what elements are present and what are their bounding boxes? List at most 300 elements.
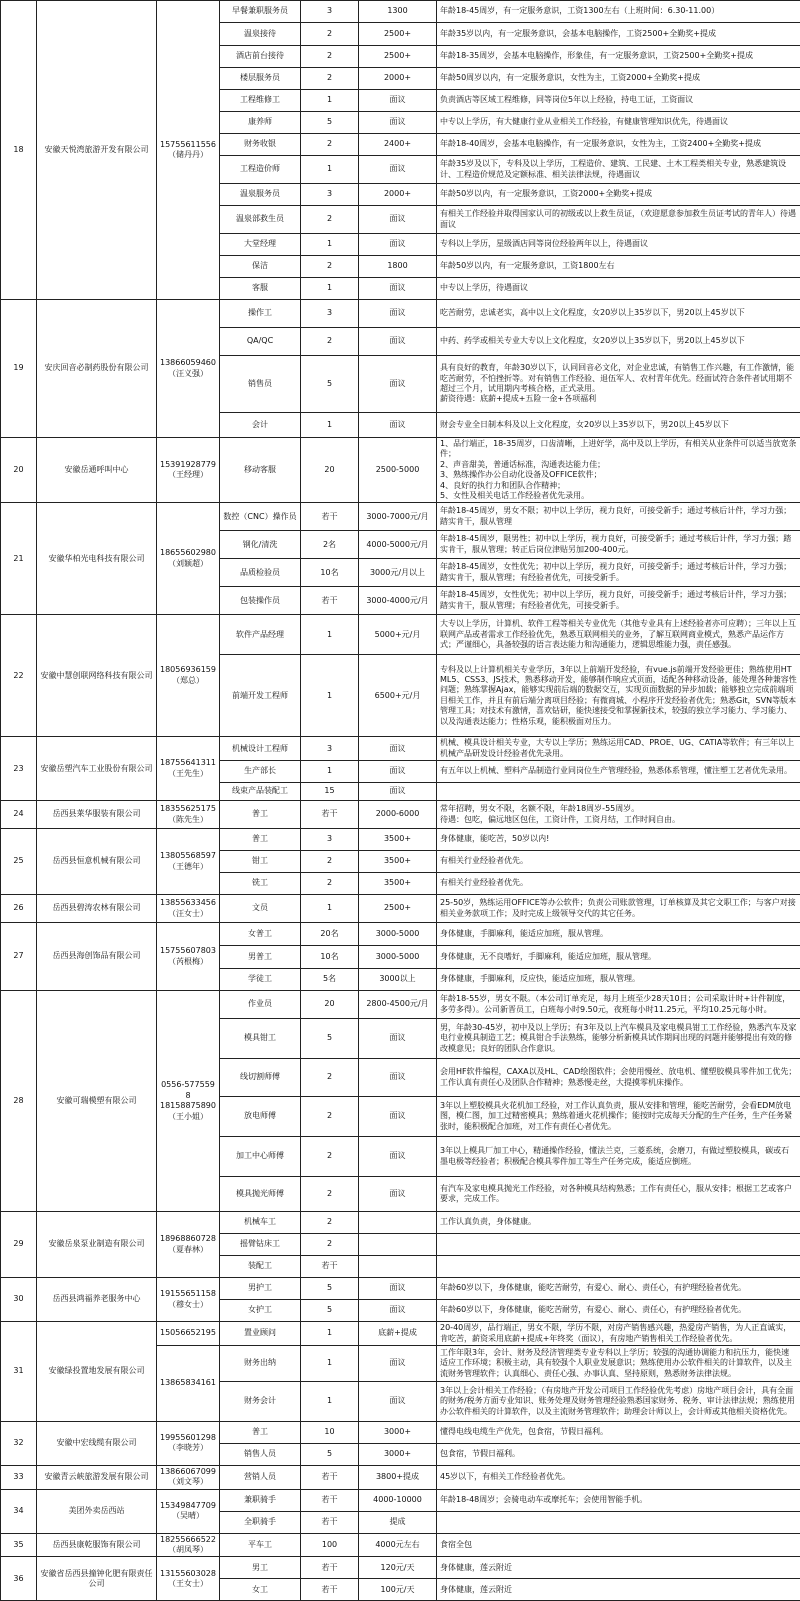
job-salary: 面议 [359, 1019, 437, 1059]
job-salary: 1300 [359, 1, 437, 23]
job-salary: 5000+元/月 [359, 615, 437, 655]
company-contact: 18355625175 （陈先生） [157, 801, 220, 829]
job-requirements: 身体健康，手脚麻利，反应快，能适应加班，服从管理。 [437, 969, 800, 991]
job-title: 装配工 [220, 1256, 301, 1278]
job-requirements: 3年以上模具厂加工中心，精通操作经验，懂法兰克，三菱系统，会磨刀，有做过塑胶模具，碳或石墨电极等经验者；积极配合模具零件加工等生产任务完成，能适应倒班。 [437, 1137, 800, 1177]
company-number: 31 [1, 1322, 37, 1422]
job-count: 若干 [301, 1465, 359, 1489]
job-title: 温泉接待 [220, 23, 301, 46]
job-salary: 100元/天 [359, 1579, 437, 1601]
job-salary: 面议 [359, 1177, 437, 1212]
job-requirements: 有汽车及家电模具抛光工作经验，对各种模具结构熟悉；工作有责任心，服从安排；根据工艺或客户要求，完成工作。 [437, 1177, 800, 1212]
job-salary: 2500+ [359, 46, 437, 68]
company-number: 36 [1, 1557, 37, 1601]
job-count: 2 [301, 1137, 359, 1177]
table-row [1, 438, 800, 503]
job-salary: 面议 [359, 300, 437, 328]
job-title: 会计 [220, 413, 301, 438]
job-requirements: 工作年限3年，会计、财务及经济管理类专业专科以上学历；较强的沟通协调能力和抗压力，能快速适应工作环境；积极主动，具有较强个人职业发展意识；熟练使用办公软件相关的计算软件，以及主流财务管理软件；认真细心、责任心强、办事认真、坚持原则，熟悉财务法律法规。 [437, 1345, 800, 1381]
job-count: 2 [301, 256, 359, 278]
job-count: 1 [301, 1381, 359, 1421]
job-count: 20 [301, 991, 359, 1019]
job-count: 1 [301, 234, 359, 256]
company-name: 安徽省岳西县撞钟化肥有限责任公司 [37, 1557, 157, 1601]
job-count: 2 [301, 1097, 359, 1137]
job-requirements: 专科以上学历，星级酒店同等岗位经验两年以上，待遇面议 [437, 234, 800, 256]
job-count: 1 [301, 413, 359, 438]
table-row [1, 829, 800, 851]
job-requirements: 有相关行业经验者优先。 [437, 851, 800, 873]
job-salary: 底薪+提成 [359, 1322, 437, 1346]
company-name: 安徽中宏线缆有限公司 [37, 1421, 157, 1465]
job-requirements: 常年招聘，男女不限，名额不限，年龄18周岁-55周岁。 待遇：包吃，偏远地区包住，工资计件，工资月结，工作时间自由。 [437, 801, 800, 829]
job-salary: 2000+ [359, 68, 437, 90]
job-title: 财务出纳 [220, 1345, 301, 1381]
job-title: 文员 [220, 895, 301, 923]
job-title: 财务收银 [220, 134, 301, 156]
job-requirements: 男，年龄30-45岁，初中及以上学历；有3年及以上汽车模具及家电模具钳工工作经验，熟悉汽车及家电行业模具制造工艺；模具钳合手法熟练，能够分析新模具试作期间出现的问题并能够提出有效的修改模意见；良好的团队合作意识。 [437, 1019, 800, 1059]
job-title: 普工 [220, 801, 301, 829]
job-salary: 面议 [359, 1278, 437, 1300]
job-title: 女普工 [220, 923, 301, 946]
job-salary: 2400+ [359, 134, 437, 156]
company-name: 岳西县碧涛农林有限公司 [37, 895, 157, 923]
company-contact: 18655602980 （刘颖超） [157, 503, 220, 615]
job-title: 生产部长 [220, 761, 301, 783]
job-title: 女工 [220, 1579, 301, 1601]
job-count: 1 [301, 278, 359, 300]
job-title: 前端开发工程师 [220, 655, 301, 737]
table-row [1, 300, 800, 328]
job-requirements: 身体健康，无不良嗜好，手脚麻利，能适应加班，服从管理。 [437, 946, 800, 969]
job-salary: 面议 [359, 112, 437, 134]
job-count: 若干 [301, 801, 359, 829]
job-requirements: 年龄18-45周岁，限男性；初中以上学历，视力良好，可接受新手；通过考核后计件，学习力强；踏实肯干，服从管理；转正后岗位津贴另加200-400元。 [437, 531, 800, 559]
company-name: 岳西县莱华服装有限公司 [37, 801, 157, 829]
job-count: 5 [301, 1443, 359, 1465]
job-salary: 3000+ [359, 1443, 437, 1465]
job-title: 全职骑手 [220, 1511, 301, 1533]
job-title: 平车工 [220, 1533, 301, 1557]
company-contact: 13866067099 （刘文琴） [157, 1465, 220, 1489]
job-requirements: 懂得电线电缆生产优先，包食宿，节假日福利。 [437, 1421, 800, 1443]
job-title: 销售人员 [220, 1443, 301, 1465]
job-title: 男工 [220, 1557, 301, 1579]
job-requirements: 年龄60岁以下，身体健康，能吃苦耐劳，有爱心、耐心、责任心，有护理经验者优先。 [437, 1300, 800, 1322]
job-requirements: 身体健康，手脚麻利，能适应加班，服从管理。 [437, 923, 800, 946]
job-count: 若干 [301, 1511, 359, 1533]
job-count: 10名 [301, 559, 359, 587]
table-row [1, 1, 800, 23]
job-count: 3 [301, 300, 359, 328]
job-requirements: 年龄18-48周岁；会骑电动车或摩托车；会使用智能手机。 [437, 1489, 800, 1511]
job-salary: 1800 [359, 256, 437, 278]
job-requirements: 中专以上学历，待遇面议 [437, 278, 800, 300]
job-salary: 3000元/月以上 [359, 559, 437, 587]
job-title: 软件产品经理 [220, 615, 301, 655]
table-row [1, 615, 800, 655]
company-name: 安庆回音必制药股份有限公司 [37, 300, 157, 438]
job-title: 早餐兼职服务员 [220, 1, 301, 23]
job-count: 5 [301, 112, 359, 134]
job-salary [359, 1256, 437, 1278]
job-count: 2 [301, 873, 359, 895]
job-title: 模具抛光师傅 [220, 1177, 301, 1212]
job-salary: 4000元左右 [359, 1533, 437, 1557]
company-contact: 13855633456 （汪女士） [157, 895, 220, 923]
job-count: 3 [301, 1, 359, 23]
table-row [1, 991, 800, 1019]
company-name: 安徽岳塑汽车工业股份有限公司 [37, 737, 157, 801]
job-salary: 面议 [359, 1381, 437, 1421]
job-requirements: 有相关工作经验并取得国家认可的初级或以上救生员证，（欢迎愿意参加救生员证考试的青年人）待遇面议 [437, 206, 800, 234]
job-count: 2 [301, 134, 359, 156]
job-requirements: 年龄35岁及以下，专科及以上学历，工程造价、建筑、工民建、土木工程类相关专业，熟悉建筑设计、工程造价规范及定额标准、相关法律法规，待遇面议 [437, 156, 800, 184]
job-title: 学徒工 [220, 969, 301, 991]
job-salary: 2000-6000 [359, 801, 437, 829]
job-count: 若干 [301, 1579, 359, 1601]
job-salary: 面议 [359, 1137, 437, 1177]
job-requirements: 大专以上学历，计算机、软件工程等相关专业优先（其他专业具有上述经验者亦可应聘）；三年以上互联网产品或者需求工作经验优先，熟悉互联网相关的业务，了解互联网商业模式，熟悉产品运作方式；严谨细心，具备较强的语言表达能力和沟通能力，逻辑思维能力强，责任感强。 [437, 615, 800, 655]
job-title: 品质检验员 [220, 559, 301, 587]
job-count: 3 [301, 184, 359, 206]
job-count: 10名 [301, 946, 359, 969]
company-number: 27 [1, 923, 37, 991]
job-title: QA/QC [220, 328, 301, 356]
job-salary: 4000-5000元/月 [359, 531, 437, 559]
job-title: 兼职骑手 [220, 1489, 301, 1511]
job-requirements: 年龄18-45周岁，有一定服务意识，工资1300左右（上班时间：6.30-11.00） [437, 1, 800, 23]
table-row [1, 895, 800, 923]
company-contact: 13866059460 （汪义强） [157, 300, 220, 438]
job-count: 15 [301, 783, 359, 801]
job-count: 1 [301, 1322, 359, 1346]
job-requirements: 1、品行端正，18-35周岁，口齿清晰，上进好学，高中及以上学历，有相关从业条件可以适当放宽条件； 2、声音甜美，普通话标准，沟通表达能力佳； 3、熟练操作办公自动化设备及OFFICE软件； 4、良好的执行力和团队合作精神； 5、女性及相关电话工作经验者优先录用。 [437, 438, 800, 503]
job-requirements: 身体健康，莲云附近 [437, 1557, 800, 1579]
job-title: 温泉部救生员 [220, 206, 301, 234]
job-title: 摇臂钻床工 [220, 1234, 301, 1256]
company-contact: 18255666522 （胡凤琴） [157, 1533, 220, 1557]
job-count: 5名 [301, 969, 359, 991]
company-number: 23 [1, 737, 37, 801]
job-requirements: 20-40周岁，品行端正，男女不限，学历不限，对房产销售感兴趣，热爱房产销售，为人正直诚实，肯吃苦，薪资采用底薪+提成+年终奖（面议），有房地产销售相关工作经验者优先。 [437, 1322, 800, 1346]
company-contact: 15391928779 （王经理） [157, 438, 220, 503]
company-contact: 18056936159 （郑总） [157, 615, 220, 737]
company-contact: 15755611556 （储丹丹） [157, 1, 220, 300]
job-title: 楼层服务员 [220, 68, 301, 90]
job-requirements: 年龄18-45周岁，女性优先；初中以上学历，视力良好，可接受新手；通过考核后计件，学习力强；踏实肯干，服从管理；有经验者优先，可接受新手。 [437, 559, 800, 587]
job-title: 模具钳工 [220, 1019, 301, 1059]
company-number: 26 [1, 895, 37, 923]
job-salary: 面议 [359, 737, 437, 761]
job-requirements: 3年以上塑胶模具火花机加工经验，对工作认真负责，服从安排和管理，能吃苦耐劳，会看EDM放电图，模仁图，加工过精密模具；熟练着通火花机操作；能按时完成每天分配的生产任务，生产任务紧张时，能积极配合加班，对工作有责任心者优先。 [437, 1097, 800, 1137]
job-salary [359, 1234, 437, 1256]
company-number: 34 [1, 1489, 37, 1533]
job-salary: 3000以上 [359, 969, 437, 991]
job-count: 10 [301, 1421, 359, 1443]
company-name: 岳西县海创饰品有限公司 [37, 923, 157, 991]
company-number: 28 [1, 991, 37, 1212]
job-salary: 面议 [359, 356, 437, 413]
job-title: 财务会计 [220, 1381, 301, 1421]
job-requirements: 会用HF软件编程，CAXA以及HL、CAD绘图软件；会使用慢丝、放电机、懂塑胶模具零件加工优先；工作认真有责任心及团队合作精神；熟悉慢走丝，大提摸零机床操作。 [437, 1059, 800, 1097]
company-contact: 18755641311 （王先生） [157, 737, 220, 801]
job-count: 1 [301, 90, 359, 112]
job-salary: 3000-5000 [359, 946, 437, 969]
job-title: 铣工 [220, 873, 301, 895]
company-name: 安徽岳泉泵业制造有限公司 [37, 1212, 157, 1278]
company-number: 29 [1, 1212, 37, 1278]
job-count: 2 [301, 1059, 359, 1097]
job-requirements: 年龄50周岁以内，有一定服务意识，女性为主，工资2000+全勤奖+提成 [437, 68, 800, 90]
job-count: 若干 [301, 1256, 359, 1278]
job-requirements: 年龄18-45周岁，男女不限；初中以上学历，视力良好，可接受新手；通过考核后计件，学习力强；踏实肯干，服从管理 [437, 503, 800, 531]
company-name: 安徽华柏光电科技有限公司 [37, 503, 157, 615]
job-requirements: 年龄35岁以内，有一定服务意识，会基本电脑操作，工资2500+全勤奖+提成 [437, 23, 800, 46]
company-number: 30 [1, 1278, 37, 1322]
job-salary: 3500+ [359, 851, 437, 873]
job-title: 营销人员 [220, 1465, 301, 1489]
job-title: 工程造价师 [220, 156, 301, 184]
job-title: 机械设计工程师 [220, 737, 301, 761]
job-salary [359, 1212, 437, 1234]
job-title: 普工 [220, 829, 301, 851]
job-salary: 面议 [359, 328, 437, 356]
job-salary: 3800+提成 [359, 1465, 437, 1489]
job-title: 机械车工 [220, 1212, 301, 1234]
job-salary: 2500+ [359, 23, 437, 46]
job-count: 1 [301, 761, 359, 783]
job-salary: 面议 [359, 1097, 437, 1137]
company-number: 33 [1, 1465, 37, 1489]
job-count: 2名 [301, 531, 359, 559]
company-name: 安徽绿投置地发展有限公司 [37, 1322, 157, 1422]
job-count: 5 [301, 356, 359, 413]
company-number: 18 [1, 1, 37, 300]
company-contact: 13865834161 [157, 1345, 220, 1421]
company-name: 安徽天悦湾旅游开发有限公司 [37, 1, 157, 300]
job-title: 客服 [220, 278, 301, 300]
job-salary: 面议 [359, 761, 437, 783]
job-requirements: 年龄18-45周岁，女性优先；初中以上学历，视力良好，可接受新手；通过考核后计件，学习力强；踏实肯干，服从管理；有经验者优先，可接受新手。 [437, 587, 800, 615]
job-title: 线切割师傅 [220, 1059, 301, 1097]
company-contact: 13155603028 （王女士） [157, 1557, 220, 1601]
job-salary: 3000-7000元/月 [359, 503, 437, 531]
job-count: 3 [301, 829, 359, 851]
job-requirements: 中药、药学或相关专业大专以上文化程度，女20岁以上35岁以下，男20以上45岁以下 [437, 328, 800, 356]
job-salary: 120元/天 [359, 1557, 437, 1579]
job-requirements: 专科及以上计算机相关专业学历，3年以上前端开发经验，有vue.js前端开发经验更佳；熟练使用HTML5、CSS3、JS技术，熟悉移动开发，能够制作响应式页面，适配各种移动设备，能处理各种兼容性问题；熟练掌握Ajax，能够实现前后端的数据交互，实现页面数据的异步加载；能够独立完成前端项目相关工作，并且有前后端分离项目经验；有微商城、小程序开发经验者优先；熟悉Git，SVN等版本管理工具；对技术有激情，喜欢钻研，能快速接受和掌握新技术，较强的独立学习能力、学习能力、以及沟通表达能力；性格乐观，能积极面对压力。 [437, 655, 800, 737]
job-requirements [437, 1511, 800, 1533]
job-salary: 面议 [359, 413, 437, 438]
job-count: 20名 [301, 923, 359, 946]
company-name: 美团外卖岳西站 [37, 1489, 157, 1533]
job-salary: 2500+ [359, 895, 437, 923]
company-name: 安徽青云峡旅游发展有限公司 [37, 1465, 157, 1489]
job-title: 钢化/清洗 [220, 531, 301, 559]
job-title: 温泉服务员 [220, 184, 301, 206]
job-count: 若干 [301, 587, 359, 615]
table-row [1, 1322, 800, 1346]
job-title: 线束产品装配工 [220, 783, 301, 801]
table-row [1, 1465, 800, 1489]
job-requirements: 身体健康，能吃苦，50岁以内! [437, 829, 800, 851]
table-row [1, 1212, 800, 1234]
job-count: 若干 [301, 503, 359, 531]
job-count: 1 [301, 895, 359, 923]
company-contact: 15755607803 （芮根梅） [157, 923, 220, 991]
job-requirements: 25-50岁，熟练运用OFFICE等办公软件；负责公司账款管理，订单核算及其它文职工作；与客户对接相关业务款项工作；及时完成上级领导交代的其它任务。 [437, 895, 800, 923]
job-requirements [437, 783, 800, 801]
table-row [1, 1421, 800, 1443]
job-salary: 3000+ [359, 1421, 437, 1443]
job-salary: 提成 [359, 1511, 437, 1533]
job-salary: 面议 [359, 783, 437, 801]
company-number: 20 [1, 438, 37, 503]
job-requirements: 中专以上学历，有大健康行业从业相关工作经验，有健康管理知识优先，待遇面议 [437, 112, 800, 134]
job-title: 普工 [220, 1421, 301, 1443]
job-requirements: 机械、模具设计相关专业，大专以上学历；熟练运用CAD、PROE、UG、CATIA等软件；有三年以上机械产品研发设计经验者优先录用。 [437, 737, 800, 761]
company-contact: 15349847709 （吴晴） [157, 1489, 220, 1533]
job-requirements: 具有良好的教育，年龄30岁以下，认同回音必文化，对企业忠诚，有销售工作兴趣，有工作激情，能吃苦耐劳，不怕挫折等。对有销售工作经验、退伍军人、农村青年优先。经面试符合条件者试用期不超过三个月，试用期内考核合格，正式录用。 薪资待遇：底薪+提成+五险一金+各项福利 [437, 356, 800, 413]
company-name: 安徽岳通呼叫中心 [37, 438, 157, 503]
job-count: 3 [301, 737, 359, 761]
company-number: 25 [1, 829, 37, 895]
job-title: 酒店前台接待 [220, 46, 301, 68]
job-requirements: 年龄60岁以下，身体健康，能吃苦耐劳，有爱心、耐心、责任心，有护理经验者优先。 [437, 1278, 800, 1300]
job-count: 2 [301, 23, 359, 46]
company-contact: 0556-5775598 18158875890 （王小姐） [157, 991, 220, 1212]
job-count: 2 [301, 1234, 359, 1256]
job-count: 若干 [301, 1557, 359, 1579]
job-title: 女护工 [220, 1300, 301, 1322]
job-title: 康养师 [220, 112, 301, 134]
company-name: 岳西县康乾服饰有限公司 [37, 1533, 157, 1557]
job-salary: 面议 [359, 90, 437, 112]
job-title: 工程维修工 [220, 90, 301, 112]
company-number: 19 [1, 300, 37, 438]
job-title: 放电师傅 [220, 1097, 301, 1137]
company-name: 岳西县恒意机械有限公司 [37, 829, 157, 895]
company-name: 岳西县鸿福养老服务中心 [37, 1278, 157, 1322]
job-title: 男普工 [220, 946, 301, 969]
job-title: 男护工 [220, 1278, 301, 1300]
job-count: 1 [301, 1345, 359, 1381]
job-title: 置业顾问 [220, 1322, 301, 1346]
job-requirements: 年龄50岁以内，有一定服务意识，工资2000+全勤奖+提成 [437, 184, 800, 206]
job-salary: 面议 [359, 1300, 437, 1322]
job-count: 20 [301, 438, 359, 503]
company-contact: 15056652195 [157, 1322, 220, 1346]
job-count: 5 [301, 1019, 359, 1059]
job-title: 移动客服 [220, 438, 301, 503]
job-title: 操作工 [220, 300, 301, 328]
company-number: 21 [1, 503, 37, 615]
job-title: 数控（CNC）操作员 [220, 503, 301, 531]
job-requirements: 45岁以下，有相关工作经验者优先。 [437, 1465, 800, 1489]
job-requirements: 负责酒店等区域工程维修，同等岗位5年以上经验，持电工证，工资面议 [437, 90, 800, 112]
job-requirements [437, 1234, 800, 1256]
job-count: 2 [301, 68, 359, 90]
job-requirements: 年龄18-35周岁，会基本电脑操作，形象佳，有一定服务意识，工资2500+全勤奖+提成 [437, 46, 800, 68]
job-count: 若干 [301, 1489, 359, 1511]
table-row [1, 1533, 800, 1557]
table-row [1, 503, 800, 531]
job-requirements: 吃苦耐劳，忠诚老实，高中以上文化程度，女20岁以上35岁以下，男20以上45岁以下 [437, 300, 800, 328]
job-count: 1 [301, 655, 359, 737]
job-count: 5 [301, 1278, 359, 1300]
job-count: 5 [301, 1300, 359, 1322]
company-number: 22 [1, 615, 37, 737]
job-salary: 2800-4500元/月 [359, 991, 437, 1019]
company-name: 安徽可瑞模塑有限公司 [37, 991, 157, 1212]
job-requirements: 包食宿，节假日福利。 [437, 1443, 800, 1465]
job-title: 包装操作员 [220, 587, 301, 615]
job-salary: 2000+ [359, 184, 437, 206]
job-count: 100 [301, 1533, 359, 1557]
table-row [1, 1557, 800, 1579]
job-count: 2 [301, 46, 359, 68]
job-title: 作业员 [220, 991, 301, 1019]
job-requirements: 年龄18-40周岁，会基本电脑操作，有一定服务意识，女性为主，工资2400+全勤奖+提成 [437, 134, 800, 156]
company-number: 24 [1, 801, 37, 829]
job-salary: 面议 [359, 278, 437, 300]
job-salary: 3500+ [359, 873, 437, 895]
job-title: 销售员 [220, 356, 301, 413]
table-row [1, 801, 800, 829]
company-number: 32 [1, 1421, 37, 1465]
job-count: 2 [301, 1212, 359, 1234]
job-requirements: 身体健康，莲云附近 [437, 1579, 800, 1601]
job-requirements: 3年以上会计相关工作经验；（有房地产开发公司项目工作经验优先考虑）房地产项目会计，具有全面的财务/税务方面专业知识、账务处理及财务管理经验熟悉国家财务、税务、审计法律法规；熟练使用办公软件相关的计算软件，以及主流财务管理软件；助理会计师以上，会计师或其他相关资格优先。 [437, 1381, 800, 1421]
job-salary: 面议 [359, 234, 437, 256]
job-salary: 面议 [359, 206, 437, 234]
company-number: 35 [1, 1533, 37, 1557]
job-title: 钳工 [220, 851, 301, 873]
job-title: 加工中心师傅 [220, 1137, 301, 1177]
job-salary: 面议 [359, 1059, 437, 1097]
job-salary: 3000-5000 [359, 923, 437, 946]
table-row [1, 1278, 800, 1300]
company-contact: 18968860728 （夏春林） [157, 1212, 220, 1278]
job-requirements: 财会专业全日制本科及以上文化程度，女20岁以上35岁以下，男20以上45岁以下 [437, 413, 800, 438]
company-contact: 19955601298 （李晓芳） [157, 1421, 220, 1465]
job-salary: 面议 [359, 156, 437, 184]
table-row [1, 923, 800, 946]
job-requirements: 工作认真负责，身体健康。 [437, 1212, 800, 1234]
table-row [1, 1489, 800, 1511]
job-title: 保洁 [220, 256, 301, 278]
job-salary: 2500-5000 [359, 438, 437, 503]
job-salary: 3000-4000元/月 [359, 587, 437, 615]
job-requirements: 有相关行业经验者优先。 [437, 873, 800, 895]
job-requirements: 有五年以上机械、塑料产品制造行业同岗位生产管理经验，熟悉体系管理，懂注塑工艺者优先录用。 [437, 761, 800, 783]
company-name: 安徽中慧创联网络科技有限公司 [37, 615, 157, 737]
job-requirements: 年龄18-55岁，男女不限。（本公司订单充足，每月上班至少28天10日；公司采取计时+计件制度，多劳多得）。公司新晋员工，白班每小时9.50元，夜班每小时11.25元，平均10.25元每小时。 [437, 991, 800, 1019]
job-count: 2 [301, 1177, 359, 1212]
job-requirements: 年龄50岁以内，有一定服务意识，工资1800左右 [437, 256, 800, 278]
company-contact: 19155651158 （穆女士） [157, 1278, 220, 1322]
job-salary: 6500+元/月 [359, 655, 437, 737]
job-salary: 面议 [359, 1345, 437, 1381]
job-requirements [437, 1256, 800, 1278]
job-title: 大堂经理 [220, 234, 301, 256]
job-salary: 3500+ [359, 829, 437, 851]
job-salary: 4000-10000 [359, 1489, 437, 1511]
job-requirements: 食宿全包 [437, 1533, 800, 1557]
job-count: 1 [301, 156, 359, 184]
job-count: 2 [301, 328, 359, 356]
